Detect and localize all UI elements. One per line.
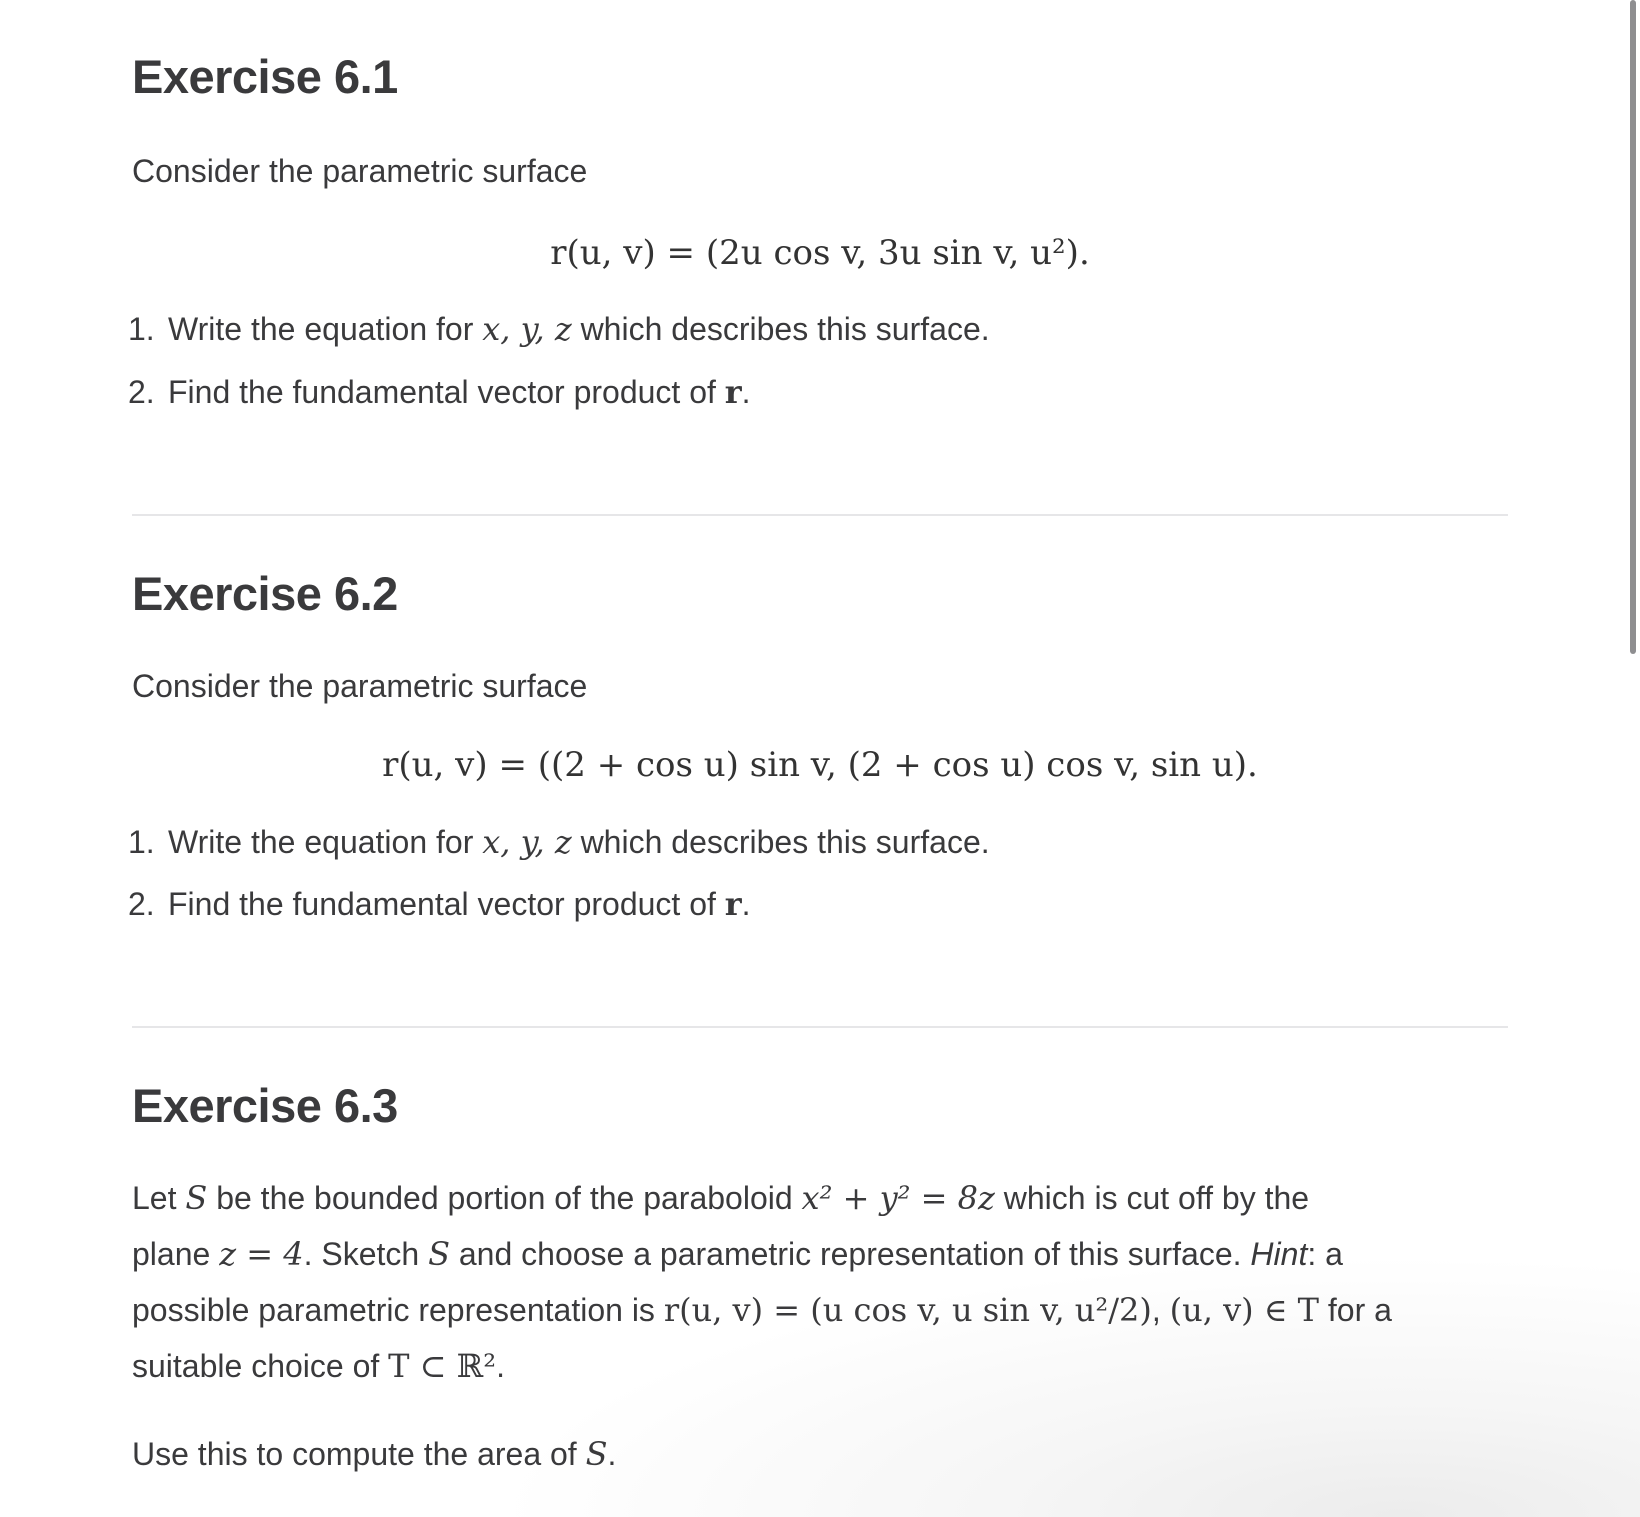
section-divider [132, 514, 1508, 516]
exercise-6-1-title: Exercise 6.1 [132, 50, 398, 103]
math-xyz: x, y, z [482, 310, 572, 348]
math-r: r [724, 885, 742, 923]
exercise-6-3-paragraph [132, 1170, 1508, 1394]
paragraph-line: plane z = 4. Sketch S and choose a parametric representation of this surface. Hint: a [132, 1235, 1343, 1273]
exercise-6-2-formula: r(u, v) = ((2 + cos u) sin v, (2 + cos u) cos v, sin u). [382, 745, 1258, 785]
paragraph-line: possible parametric representation is r(u, v) = (u cos v, u sin v, u²/2), (u, v) ∈ T for a [132, 1291, 1392, 1329]
exercise-6-2-item-2: 2. Find the fundamental vector product of r. [128, 885, 751, 923]
exercise-6-2-title: Exercise 6.2 [132, 567, 398, 620]
exercise-6-3-final-sentence: Use this to compute the area of S. [132, 1435, 617, 1473]
paragraph-line: suitable choice of T ⊂ ℝ². [132, 1347, 505, 1385]
exercise-6-1-item-2: 2. Find the fundamental vector product of r. [128, 373, 751, 411]
exercise-6-1-item-1: 1. Write the equation for x, y, z which describes this surface. [128, 310, 990, 348]
vertical-scrollbar[interactable] [1630, 0, 1636, 654]
exercise-6-1-intro: Consider the parametric surface [132, 153, 588, 189]
exercise-6-2-item-1: 1. Write the equation for x, y, z which describes this surface. [128, 823, 990, 861]
section-divider [132, 1026, 1508, 1028]
paragraph-line: Let S be the bounded portion of the paraboloid x² + y² = 8z which is cut off by the [132, 1179, 1310, 1217]
exercise-6-1-formula: r(u, v) = (2u cos v, 3u sin v, u²). [550, 233, 1090, 273]
exercise-6-2-intro: Consider the parametric surface [132, 668, 588, 704]
exercise-6-3-title: Exercise 6.3 [132, 1079, 398, 1132]
math-xyz: x, y, z [482, 823, 572, 861]
math-r: r [724, 373, 742, 411]
